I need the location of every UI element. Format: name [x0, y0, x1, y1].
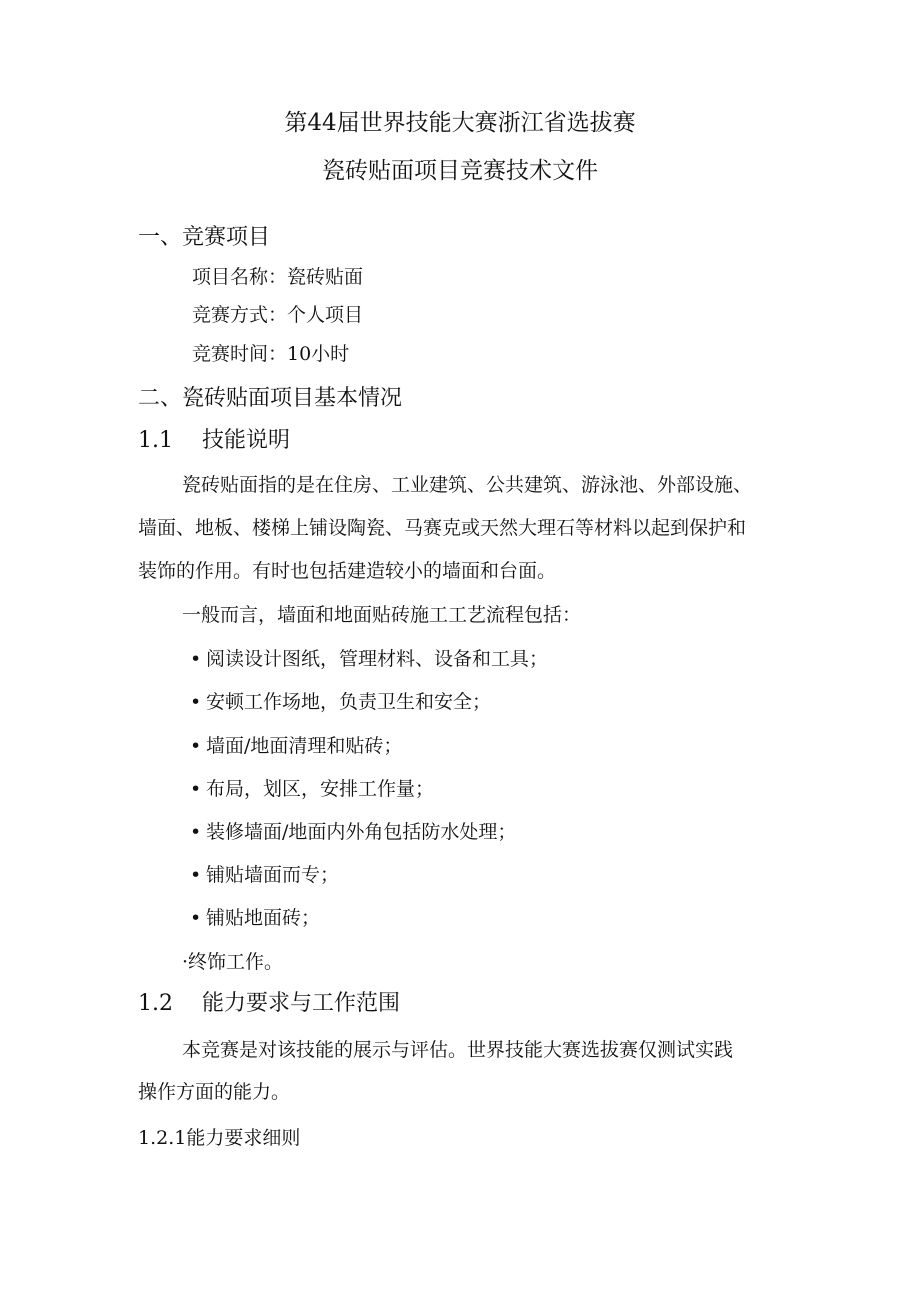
- list-item-final: ·终饰工作。: [182, 951, 284, 973]
- paragraph-line: 墙面、地板、楼梯上铺设陶瓷、马赛克或天然大理石等材料以起到保护和: [138, 517, 747, 539]
- document-title-line1: 第44届世界技能大赛浙江省选拔赛: [284, 110, 636, 136]
- bullet-icon: •: [190, 648, 202, 670]
- document-title-line2: 瓷砖贴面项目竞赛技术文件: [322, 158, 598, 184]
- list-item-text: 布局，划区，安排工作量；: [206, 778, 435, 800]
- subsection-heading-1-1: [138, 430, 290, 452]
- subsection-heading-1-2-1: 1.2.1能力要求细则: [138, 1127, 301, 1149]
- list-item: [190, 693, 491, 712]
- list-item-text: 墙面/地面清理和贴砖；: [206, 735, 403, 757]
- list-item-text: 铺贴地面砖；: [206, 907, 321, 929]
- list-item: [190, 650, 548, 669]
- list-item-text: 铺贴墙面而专；: [206, 864, 340, 886]
- subsection-title: 能力要求与工作范围: [202, 991, 401, 1016]
- list-item: [190, 909, 320, 928]
- list-item: [190, 780, 434, 799]
- bullet-icon: •: [190, 821, 202, 843]
- list-item: [190, 737, 402, 756]
- subsection-heading-1-2: [138, 993, 400, 1015]
- bullet-icon: •: [190, 778, 202, 800]
- list-item-text: 装修墙面/地面内外角包括防水处理；: [206, 821, 517, 843]
- competition-format-text: 竞赛方式：个人项目: [192, 304, 364, 326]
- list-item-text: 安顿工作场地，负责卫生和安全；: [206, 691, 492, 713]
- list-item-text: 阅读设计图纸，管理材料、设备和工具；: [206, 648, 549, 670]
- paragraph-line: 装饰的作用。有时也包括建造较小的墙面和台面。: [138, 560, 557, 582]
- paragraph-intro-process: 一般而言，墙面和地面贴砖施工工艺流程包括：: [182, 604, 582, 626]
- subsection-number: 1.1: [138, 428, 173, 453]
- section-heading-competition-project: 一、竞赛项目: [138, 225, 271, 250]
- bullet-icon: •: [190, 907, 202, 929]
- list-item: [190, 866, 339, 885]
- bullet-icon: •: [190, 864, 202, 886]
- project-name-text: 项目名称：瓷砖贴面: [192, 266, 364, 288]
- paragraph-line: 本竞赛是对该技能的展示与评估。世界技能大赛选拔赛仅测试实践: [182, 1039, 734, 1061]
- subsection-title: 技能说明: [202, 428, 291, 453]
- section-heading-project-overview: 二、瓷砖贴面项目基本情况: [138, 386, 403, 411]
- paragraph-line: 操作方面的能力。: [138, 1081, 291, 1103]
- subsection-number: 1.2: [138, 991, 173, 1016]
- bullet-icon: •: [190, 735, 202, 757]
- paragraph-line: 瓷砖贴面指的是在住房、工业建筑、公共建筑、游泳池、外部设施、: [182, 474, 753, 496]
- competition-duration-text: 竞赛时间：10小时: [192, 343, 350, 365]
- list-item: [190, 823, 516, 842]
- bullet-icon: •: [190, 691, 202, 713]
